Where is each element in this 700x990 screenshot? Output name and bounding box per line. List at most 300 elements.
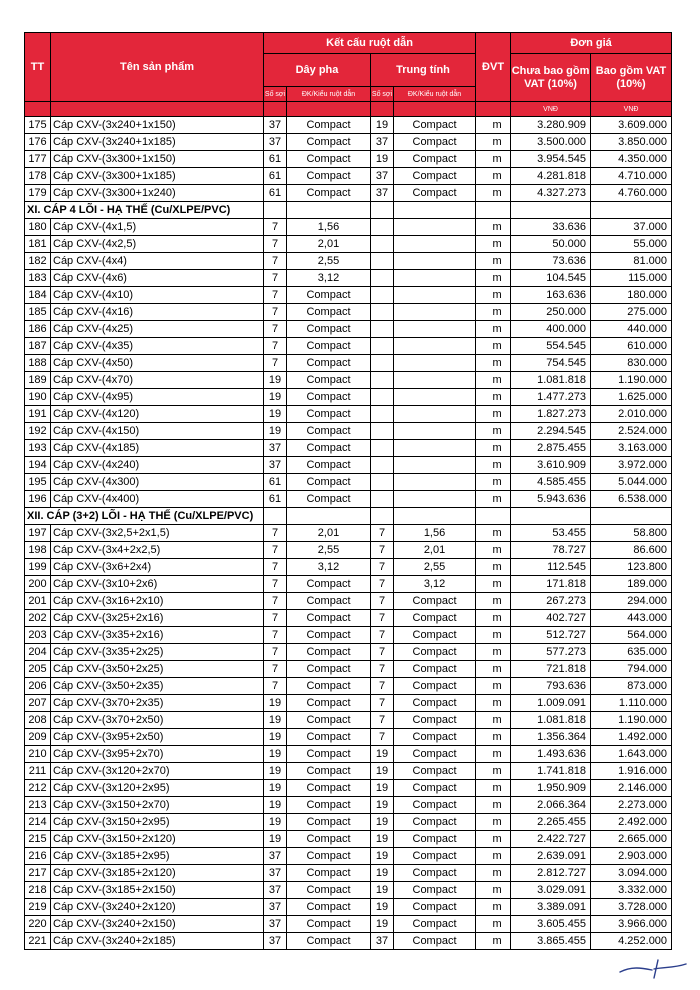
phase-strand-count: 7: [264, 627, 287, 644]
row-number: 202: [25, 610, 51, 627]
price-incl-vat: 294.000: [591, 593, 672, 610]
unit: m: [476, 457, 511, 474]
neutral-strand-count: 7: [371, 695, 394, 712]
neutral-diameter-type: Compact: [394, 593, 476, 610]
product-name: Cáp CXV-(3x50+2x35): [51, 678, 264, 695]
neutral-diameter-type: 2,55: [394, 559, 476, 576]
neutral-diameter-type: [394, 440, 476, 457]
neutral-strand-count: [371, 219, 394, 236]
neutral-diameter-type: [394, 372, 476, 389]
price-incl-vat-header: Bao gồm VAT (10%): [591, 54, 672, 102]
product-name: Cáp CXV-(3x6+2x4): [51, 559, 264, 576]
price-excl-vat: 1.081.818: [511, 712, 591, 729]
row-number: 176: [25, 134, 51, 151]
table-row: [25, 899, 672, 916]
row-number: 201: [25, 593, 51, 610]
neutral-strand-count: [371, 287, 394, 304]
table-row: [25, 831, 672, 848]
table-row: [25, 644, 672, 661]
col-unit-header: ĐVT: [476, 33, 511, 102]
unit: m: [476, 763, 511, 780]
product-name: Cáp CXV-(4x35): [51, 338, 264, 355]
col-product-name-header: Tên sản phẩm: [51, 33, 264, 102]
neutral-strand-count: 7: [371, 542, 394, 559]
table-row: [25, 763, 672, 780]
unit: m: [476, 134, 511, 151]
table-row: [25, 746, 672, 763]
phase-diameter-type: Compact: [287, 134, 371, 151]
neutral-diameter-type: Compact: [394, 134, 476, 151]
price-excl-vat: 2.294.545: [511, 423, 591, 440]
price-incl-vat: 86.600: [591, 542, 672, 559]
price-excl-vat: 554.545: [511, 338, 591, 355]
price-incl-vat: 2.146.000: [591, 780, 672, 797]
table-row: [25, 219, 672, 236]
phase-strand-count: 7: [264, 678, 287, 695]
neutral-diameter-type: Compact: [394, 933, 476, 950]
unit: m: [476, 644, 511, 661]
phase-diameter-type: 2,01: [287, 236, 371, 253]
table-header: [25, 33, 672, 117]
price-incl-vat: 189.000: [591, 576, 672, 593]
phase-diameter-type: Compact: [287, 780, 371, 797]
neutral-strand-count: 19: [371, 763, 394, 780]
row-number: 221: [25, 933, 51, 950]
unit: m: [476, 236, 511, 253]
product-name: Cáp CXV-(3x120+2x70): [51, 763, 264, 780]
price-incl-vat: 635.000: [591, 644, 672, 661]
row-number: 191: [25, 406, 51, 423]
product-name: Cáp CXV-(3x185+2x120): [51, 865, 264, 882]
row-number: 180: [25, 219, 51, 236]
phase-strand-count: 37: [264, 848, 287, 865]
product-name: Cáp CXV-(3x10+2x6): [51, 576, 264, 593]
price-incl-vat: 2.273.000: [591, 797, 672, 814]
phase-strand-count: 37: [264, 457, 287, 474]
neutral-strand-count: [371, 270, 394, 287]
phase-strand-count: 7: [264, 576, 287, 593]
neutral-strand-count: 19: [371, 797, 394, 814]
neutral-strand-count: 19: [371, 780, 394, 797]
neutral-strand-count: [371, 236, 394, 253]
phase-diameter-type: Compact: [287, 576, 371, 593]
neutral-diameter-type: [394, 423, 476, 440]
neutral-strand-count: [371, 253, 394, 270]
product-name: Cáp CXV-(3x240+1x185): [51, 134, 264, 151]
neutral-diameter-type: Compact: [394, 916, 476, 933]
product-name: Cáp CXV-(3x240+1x150): [51, 117, 264, 134]
phase-strand-count: 37: [264, 899, 287, 916]
neutral-diameter-type: Compact: [394, 899, 476, 916]
table-row: [25, 916, 672, 933]
row-number: 218: [25, 882, 51, 899]
unit: m: [476, 355, 511, 372]
currency-incl-vat: VNĐ: [591, 102, 672, 117]
row-number: 195: [25, 474, 51, 491]
unit: m: [476, 253, 511, 270]
row-number: 177: [25, 151, 51, 168]
phase-diameter-type: Compact: [287, 491, 371, 508]
phase-strand-count: 61: [264, 474, 287, 491]
table-row: [25, 117, 672, 134]
product-name: Cáp CXV-(4x25): [51, 321, 264, 338]
unit: m: [476, 882, 511, 899]
product-name: Cáp CXV-(3x35+2x16): [51, 627, 264, 644]
unit: m: [476, 117, 511, 134]
neutral-strand-count: 7: [371, 678, 394, 695]
product-name: Cáp CXV-(4x240): [51, 457, 264, 474]
phase-diameter-type: Compact: [287, 338, 371, 355]
unit: m: [476, 372, 511, 389]
unit: m: [476, 559, 511, 576]
table-row: [25, 559, 672, 576]
phase-diameter-type: 3,12: [287, 559, 371, 576]
price-incl-vat: 1.625.000: [591, 389, 672, 406]
product-name: Cáp CXV-(3x240+2x185): [51, 933, 264, 950]
neutral-strand-count: [371, 338, 394, 355]
neutral-strand-count: [371, 304, 394, 321]
section-header-row: [25, 202, 672, 219]
product-name: Cáp CXV-(4x300): [51, 474, 264, 491]
neutral-diameter-type: [394, 287, 476, 304]
unit: m: [476, 831, 511, 848]
neutral-diameter-type: [394, 236, 476, 253]
row-number: 186: [25, 321, 51, 338]
price-incl-vat: 443.000: [591, 610, 672, 627]
product-name: Cáp CXV-(3x150+2x70): [51, 797, 264, 814]
price-incl-vat: 81.000: [591, 253, 672, 270]
unit: m: [476, 729, 511, 746]
unit: m: [476, 916, 511, 933]
price-incl-vat: 1.190.000: [591, 372, 672, 389]
price-excl-vat: 1.493.636: [511, 746, 591, 763]
price-incl-vat: 115.000: [591, 270, 672, 287]
price-excl-vat: 3.605.455: [511, 916, 591, 933]
unit: m: [476, 678, 511, 695]
unit: m: [476, 474, 511, 491]
row-number: 207: [25, 695, 51, 712]
row-number: 212: [25, 780, 51, 797]
phase-strand-count: 19: [264, 389, 287, 406]
phase-strand-count: 37: [264, 933, 287, 950]
unit: m: [476, 865, 511, 882]
price-excl-vat: 2.639.091: [511, 848, 591, 865]
product-name: Cáp CXV-(3x50+2x25): [51, 661, 264, 678]
table-row: [25, 797, 672, 814]
row-number: 210: [25, 746, 51, 763]
neutral-strand-count: [371, 389, 394, 406]
price-incl-vat: 2.524.000: [591, 423, 672, 440]
neutral-strand-count: 7: [371, 593, 394, 610]
phase-diameter-type: Compact: [287, 933, 371, 950]
unit: m: [476, 219, 511, 236]
row-number: 211: [25, 763, 51, 780]
table-row: [25, 814, 672, 831]
price-incl-vat: 2.010.000: [591, 406, 672, 423]
price-excl-vat: 3.029.091: [511, 882, 591, 899]
row-number: 214: [25, 814, 51, 831]
neutral-strand-count: 19: [371, 882, 394, 899]
price-excl-vat: 53.455: [511, 525, 591, 542]
unit: m: [476, 797, 511, 814]
price-incl-vat: 440.000: [591, 321, 672, 338]
phase-diameter-type: Compact: [287, 593, 371, 610]
price-excl-vat: 754.545: [511, 355, 591, 372]
row-number: 184: [25, 287, 51, 304]
unit: m: [476, 168, 511, 185]
price-excl-vat: 78.727: [511, 542, 591, 559]
table-row: [25, 491, 672, 508]
table-row: [25, 848, 672, 865]
unit: m: [476, 423, 511, 440]
price-excl-vat: 1.009.091: [511, 695, 591, 712]
phase-strand-count: 37: [264, 865, 287, 882]
phase-strand-count: 19: [264, 831, 287, 848]
unit: m: [476, 627, 511, 644]
neutral-diameter-type: 2,01: [394, 542, 476, 559]
table-row: [25, 780, 672, 797]
price-incl-vat: 3.163.000: [591, 440, 672, 457]
phase-strand-count: 19: [264, 763, 287, 780]
neutral-diameter-type: Compact: [394, 644, 476, 661]
product-name: Cáp CXV-(4x185): [51, 440, 264, 457]
product-name: Cáp CXV-(3x95+2x50): [51, 729, 264, 746]
unit: m: [476, 440, 511, 457]
phase-diameter-type: Compact: [287, 423, 371, 440]
table-row: [25, 593, 672, 610]
neutral-diameter-type: [394, 474, 476, 491]
unit: m: [476, 780, 511, 797]
phase-diameter-type: Compact: [287, 151, 371, 168]
row-number: 209: [25, 729, 51, 746]
price-incl-vat: 610.000: [591, 338, 672, 355]
neutral-diameter-type: Compact: [394, 695, 476, 712]
neutral-strand-count-header: Số sợi: [371, 87, 394, 102]
unit: m: [476, 712, 511, 729]
row-number: 205: [25, 661, 51, 678]
phase-strand-count: 19: [264, 780, 287, 797]
unit: m: [476, 321, 511, 338]
table-row: [25, 389, 672, 406]
row-number: 183: [25, 270, 51, 287]
price-incl-vat: 3.728.000: [591, 899, 672, 916]
unit: m: [476, 406, 511, 423]
row-number: 192: [25, 423, 51, 440]
phase-diameter-type: Compact: [287, 695, 371, 712]
price-excl-vat: 112.545: [511, 559, 591, 576]
neutral-strand-count: 19: [371, 814, 394, 831]
product-name: Cáp CXV-(3x4+2x2,5): [51, 542, 264, 559]
neutral-diameter-type: Compact: [394, 746, 476, 763]
row-number: 190: [25, 389, 51, 406]
phase-diameter-type: 3,12: [287, 270, 371, 287]
table-row: [25, 610, 672, 627]
price-incl-vat: 873.000: [591, 678, 672, 695]
price-incl-vat: 37.000: [591, 219, 672, 236]
phase-diameter-type: Compact: [287, 355, 371, 372]
phase-diameter-type: Compact: [287, 797, 371, 814]
phase-strand-count: 7: [264, 287, 287, 304]
phase-strand-count: 61: [264, 185, 287, 202]
table-row: [25, 729, 672, 746]
neutral-strand-count: [371, 474, 394, 491]
price-excl-vat: 33.636: [511, 219, 591, 236]
unit: m: [476, 151, 511, 168]
neutral-strand-count: [371, 457, 394, 474]
phase-strand-count: 61: [264, 168, 287, 185]
table-row: [25, 236, 672, 253]
neutral-strand-count: 19: [371, 916, 394, 933]
product-name: Cáp CXV-(4x400): [51, 491, 264, 508]
price-excl-vat: 400.000: [511, 321, 591, 338]
neutral-diameter-type: [394, 253, 476, 270]
table-row: [25, 270, 672, 287]
price-incl-vat: 6.538.000: [591, 491, 672, 508]
table-row: [25, 457, 672, 474]
unit: m: [476, 491, 511, 508]
phase-strand-count: 19: [264, 372, 287, 389]
neutral-strand-count: 19: [371, 899, 394, 916]
table-row: [25, 372, 672, 389]
price-excl-vat: 171.818: [511, 576, 591, 593]
price-excl-vat: 1.081.818: [511, 372, 591, 389]
price-excl-vat-header: Chưa bao gồm VAT (10%): [511, 54, 591, 102]
phase-diameter-type: Compact: [287, 406, 371, 423]
price-table: [24, 32, 672, 950]
phase-strand-count: 7: [264, 610, 287, 627]
structure-header: Kết cấu ruột dẫn: [264, 33, 476, 54]
price-table-sheet: [24, 32, 671, 950]
phase-strand-count: 37: [264, 882, 287, 899]
product-name: Cáp CXV-(4x120): [51, 406, 264, 423]
phase-diameter-type: Compact: [287, 168, 371, 185]
neutral-diameter-type: Compact: [394, 865, 476, 882]
product-name: Cáp CXV-(3x185+2x95): [51, 848, 264, 865]
unit: m: [476, 695, 511, 712]
neutral-strand-count: 7: [371, 559, 394, 576]
price-excl-vat: 2.422.727: [511, 831, 591, 848]
row-number: 178: [25, 168, 51, 185]
phase-diameter-type: Compact: [287, 321, 371, 338]
price-excl-vat: 793.636: [511, 678, 591, 695]
price-incl-vat: 3.094.000: [591, 865, 672, 882]
price-excl-vat: 2.066.364: [511, 797, 591, 814]
phase-diameter-type: 2,55: [287, 253, 371, 270]
table-row: [25, 406, 672, 423]
phase-strand-count: 7: [264, 338, 287, 355]
phase-diameter-type: 2,55: [287, 542, 371, 559]
price-incl-vat: 123.800: [591, 559, 672, 576]
row-number: 185: [25, 304, 51, 321]
product-name: Cáp CXV-(4x10): [51, 287, 264, 304]
neutral-strand-count: [371, 321, 394, 338]
phase-diameter-type: Compact: [287, 678, 371, 695]
phase-diameter-type: Compact: [287, 865, 371, 882]
phase-strand-count: 19: [264, 814, 287, 831]
unit: m: [476, 287, 511, 304]
table-body: [25, 117, 672, 950]
product-name: Cáp CXV-(4x4): [51, 253, 264, 270]
phase-strand-count: 7: [264, 644, 287, 661]
row-number: 208: [25, 712, 51, 729]
price-excl-vat: 2.812.727: [511, 865, 591, 882]
table-row: [25, 695, 672, 712]
unit: m: [476, 933, 511, 950]
product-name: Cáp CXV-(3x25+2x16): [51, 610, 264, 627]
unit: m: [476, 304, 511, 321]
price-excl-vat: 163.636: [511, 287, 591, 304]
row-number: 182: [25, 253, 51, 270]
row-number: 204: [25, 644, 51, 661]
neutral-diameter-type: [394, 321, 476, 338]
phase-strand-count: 7: [264, 236, 287, 253]
row-number: 206: [25, 678, 51, 695]
neutral-strand-count: 7: [371, 712, 394, 729]
phase-strand-count: 19: [264, 746, 287, 763]
neutral-diameter-type: [394, 270, 476, 287]
table-row: [25, 933, 672, 950]
product-name: Cáp CXV-(4x150): [51, 423, 264, 440]
phase-strand-count: 7: [264, 270, 287, 287]
product-name: Cáp CXV-(3x185+2x150): [51, 882, 264, 899]
table-row: [25, 661, 672, 678]
price-incl-vat: 3.609.000: [591, 117, 672, 134]
row-number: 181: [25, 236, 51, 253]
phase-diameter-type: Compact: [287, 627, 371, 644]
neutral-strand-count: 19: [371, 151, 394, 168]
phase-diameter-type: Compact: [287, 457, 371, 474]
row-number: 215: [25, 831, 51, 848]
price-incl-vat: 2.492.000: [591, 814, 672, 831]
price-incl-vat: 180.000: [591, 287, 672, 304]
price-incl-vat: 2.903.000: [591, 848, 672, 865]
neutral-diameter-type: Compact: [394, 678, 476, 695]
neutral-diameter-type: Compact: [394, 712, 476, 729]
neutral-strand-count: 7: [371, 576, 394, 593]
row-number: 198: [25, 542, 51, 559]
neutral-diameter-type: Compact: [394, 185, 476, 202]
phase-diameter-type: 2,01: [287, 525, 371, 542]
neutral-diameter-type: 1,56: [394, 525, 476, 542]
neutral-diameter-type: [394, 304, 476, 321]
neutral-strand-count: 19: [371, 865, 394, 882]
phase-diameter-type: Compact: [287, 372, 371, 389]
phase-diameter-type: Compact: [287, 916, 371, 933]
neutral-strand-count: [371, 406, 394, 423]
unit: m: [476, 270, 511, 287]
phase-strand-count: 37: [264, 117, 287, 134]
phase-diameter-type: 1,56: [287, 219, 371, 236]
phase-strand-count: 37: [264, 916, 287, 933]
price-excl-vat: 1.477.273: [511, 389, 591, 406]
row-number: 187: [25, 338, 51, 355]
phase-diameter-type: Compact: [287, 746, 371, 763]
price-incl-vat: 2.665.000: [591, 831, 672, 848]
phase-diameter-type: Compact: [287, 712, 371, 729]
price-excl-vat: 5.943.636: [511, 491, 591, 508]
neutral-diameter-type: [394, 355, 476, 372]
product-name: Cáp CXV-(3x150+2x95): [51, 814, 264, 831]
row-number: 175: [25, 117, 51, 134]
product-name: Cáp CXV-(3x35+2x25): [51, 644, 264, 661]
row-number: 194: [25, 457, 51, 474]
table-row: [25, 576, 672, 593]
phase-diameter-type: Compact: [287, 848, 371, 865]
price-excl-vat: 3.500.000: [511, 134, 591, 151]
phase-diameter-type: Compact: [287, 831, 371, 848]
phase-strand-count: 19: [264, 423, 287, 440]
table-row: [25, 134, 672, 151]
